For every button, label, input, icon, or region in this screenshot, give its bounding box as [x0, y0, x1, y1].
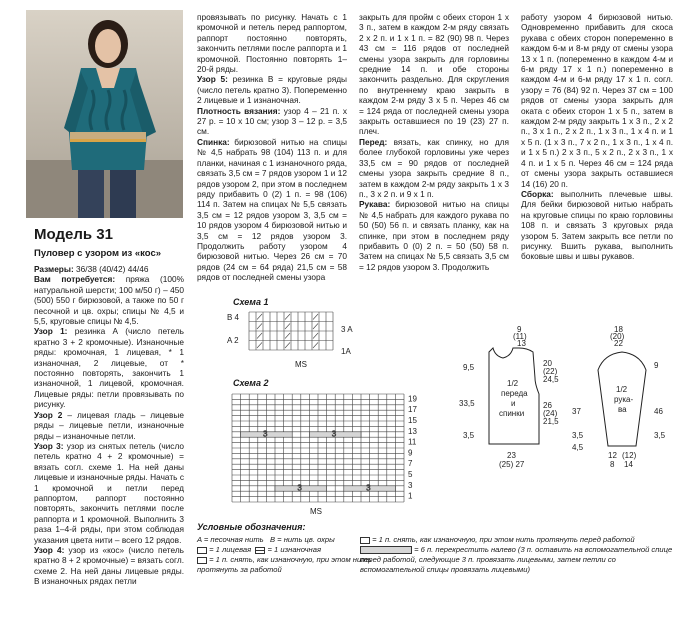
paragraph-text: закрыть для пройм с обеих сторон 1 х 3 п., затем в каждом 2-м ряду связать 2 х 2 п. и 1 х 1 п. = 82 (90) 98 п. Через 43 см = 116 рядов от последней смены узора закрыть для горловины средние 14 п. и обе стороны закончить раздельно. Для скругления по внутреннему краю закрыть в каждом 2-м ряду 3 х 5 п. Через 46 см = 124 ряда от последней смены узора закрыть оставшиеся по 19 (23) 27 п. плеч.	[359, 12, 509, 137]
body-label-3: и	[511, 399, 516, 408]
paragraph	[521, 12, 673, 189]
paragraph	[34, 441, 184, 545]
paragraph-text: выполнить плечевые швы. Для бейки бирюзовой нитью набрать на круговые спицы по краю горловины 108 п. и связать 3 круговых ряда узором 5. Затем закрыть все петли по рисунку. Вшить рукава, выполнить боковые швы и швы рукавов.	[521, 188, 673, 262]
instructions-column-3	[359, 12, 509, 294]
instructions-column-4	[521, 12, 673, 294]
paragraph-heading: Узор 4:	[34, 544, 65, 555]
body-armhole-3: 24,5	[543, 375, 559, 384]
body-top-2: (11)	[513, 332, 527, 341]
purl-symbol-icon	[255, 547, 265, 554]
body-label-1: 1/2	[507, 379, 519, 388]
paragraph	[359, 12, 509, 137]
sleeve-bottom-1: 12	[608, 451, 617, 460]
paragraph-text: резинка В = круговые ряды (число петель кратно 3). Попеременно 2 лицевые и 1 изнаночная.	[197, 74, 347, 106]
slip-stitch-mark	[285, 314, 290, 320]
paragraph-text: бирюзовой нитью на спицы № 4,5 набрать для каждого рукава по 50 (50) 56 п. и связать планку, как на спинке, при этом в последнем ряду прибавить 0 (0) 2 п. = 50 (50) 58 п. Затем на спицах № 5,5 связать 3,5 см = 12 рядов узором 3. Продолжить	[359, 199, 509, 272]
legend-left	[197, 535, 372, 575]
body-left-height: 33,5	[459, 399, 475, 408]
paragraph-heading: Спинка:	[197, 136, 230, 147]
schema-1-row-3a: 3 A	[341, 325, 353, 334]
paragraph-heading: Плотность вязания:	[197, 105, 281, 116]
paragraph-text: узор из «кос» (число петель кратно 8 + 2 кромочные) = вязать согл. схеме 2. На ней даны лицевые ряды. В изнаночных рядах петли	[34, 544, 184, 587]
schema-1-row-b4: B 4	[227, 313, 240, 322]
schema-1-row-a2: A 2	[227, 336, 239, 345]
slip-stitch-mark	[313, 333, 318, 339]
paragraph	[521, 189, 673, 262]
body-top-1: 9	[517, 326, 522, 334]
paragraph-heading: Узор 1:	[34, 326, 68, 337]
legend-color-b: B = нить цв. охры	[270, 535, 335, 544]
body-width-1: 23	[507, 451, 516, 460]
cable-cross-icon	[360, 546, 412, 554]
paragraph-text: 36/38 (40/42) 44/46	[73, 264, 149, 274]
body-armhole-1: 20	[543, 359, 552, 368]
schema-1-title: Схема 1	[233, 297, 269, 307]
body-label-4: спинки	[499, 409, 525, 418]
slip-stitch-mark	[257, 324, 262, 330]
schema-1-ms-label: MS	[295, 360, 307, 369]
sleeve-trim: 3,5	[572, 431, 584, 440]
body-neck: 9,5	[463, 363, 475, 372]
slip-stitch-mark	[313, 314, 318, 320]
paragraph-text: работу узором 4 бирюзовой нитью. Одновременно прибавить для скоса рукава с обеих сторон попеременно в каждом 6-м и 8-м ряду от смены узора 13 х 1 п. (попеременно в каждом 4-м и 6-м ряду 17 х 1 п.) попеременно в каждом 4-м и 6-м ряду 17 х 1 п. согл. узору = 76 (84) 92 п. Через 37 см = 100 рядов от смены узора закрыть для оката с обеих сторон 1 х 5 п., затем в каждом 2-м ряду закрыть 1 х 3 п., 2 х 2 п., 3 х 1 п., 2 х 2 п., 1 х 3 п., 1 х 4 п. и 1 х 5 п. (1 х 3 п., 7 х 2 п., 1 х 3 п., 1 х 4 п. и 1 х 5 п.) 2 х 3 п., 5 х 2 п., 2 х 3 п., 1 х 4 п. и 1 х 5 п. Через 46 см = 124 ряда от смены узора закрыть оставшиеся 14 (16) 20 п.	[521, 12, 673, 189]
sleeve-top-2: (20)	[610, 332, 625, 341]
paragraph-text: узор из снятых петель (число петель кратно 4 + 2 кромочные) = вязать согл. схеме 1. На ней даны лицевые и изнаночные ряды. Начать с 1 кромочной и петли перед раппортом, раппорт постоянно повторять, закончить петлями после раппорта и 1 кромочной. Выполнить 3 раза 1–4-й ряды, при этом соблюдая указания цвета нити – всего 12 рядов.	[34, 440, 184, 545]
schema-2-row-number: 3	[408, 480, 413, 490]
legend-purl: = 1 изнаночная	[267, 545, 321, 554]
schema-2-row-number: 7	[408, 459, 413, 469]
knit-symbol-icon	[197, 547, 207, 554]
legend-slip-back: = 1 п. снять, как изнаночную, при этом нить протянуть за работой	[197, 555, 372, 574]
sleeve-bottom-3: 8	[610, 460, 615, 469]
instructions-column-2	[197, 12, 347, 294]
paragraph-heading: Вам потребуется:	[34, 274, 116, 285]
slip-stitch-mark	[257, 333, 262, 339]
paragraph	[197, 106, 347, 137]
sleeve-cap: 9	[654, 361, 659, 370]
sleeve-top-3: 22	[614, 339, 623, 348]
paragraph	[34, 274, 184, 326]
paragraph	[34, 410, 184, 441]
body-side-3: 21,5	[543, 417, 559, 426]
sleeve-label-2: рука-	[614, 395, 634, 404]
paragraph	[197, 12, 347, 74]
paragraph-text: – лицевая гладь – лицевые ряды – лицевые петли, изнаночные ряды – изнаночные петли.	[34, 409, 184, 441]
paragraph-heading: Узор 3:	[34, 440, 64, 451]
slip-stitch-mark	[285, 343, 290, 349]
cable-cross-label: 3	[331, 429, 337, 439]
sleeve-total: 46	[654, 407, 663, 416]
slip-stitch-mark	[285, 324, 290, 330]
legend-cable: = 6 п. перекрестить налево (3 п. оставить на вспомогательной спице перед работой, следующие 3 п. провязать лицевыми, затем петли со вспомогательной спицы провязать лицевыми)	[360, 545, 673, 574]
model-title: Модель 31	[34, 226, 113, 243]
legend-title: Условные обозначения:	[197, 522, 306, 532]
slip-stitch-mark	[285, 333, 290, 339]
sleeve-label-1: 1/2	[616, 385, 628, 394]
model-photo	[26, 10, 183, 218]
slip-stitch-mark	[257, 343, 262, 349]
model-subtitle: Пуловер с узором из «кос»	[34, 248, 162, 259]
legend-slip-front: = 1 п. снять, как изнаночную, при этом нить протянуть перед работой	[372, 535, 635, 544]
body-side-1: 26	[543, 401, 552, 410]
legend-knit: = 1 лицевая	[209, 545, 252, 554]
slip-back-icon	[197, 557, 207, 564]
body-side-2: (24)	[543, 409, 558, 418]
paragraph	[359, 199, 509, 272]
sleeve-label-3: ва	[618, 405, 627, 414]
schema-2-row-number: 17	[408, 405, 417, 415]
schema-2-row-number: 5	[408, 470, 413, 479]
schema-2-row-number: 15	[408, 416, 417, 425]
paragraph	[34, 326, 184, 409]
cable-cross-label: 3	[262, 429, 268, 439]
body-pattern	[455, 326, 565, 476]
sleeve-small: 4,5	[572, 443, 584, 452]
paragraph-heading: Узор 5:	[197, 74, 228, 85]
sleeve-top-1: 18	[614, 326, 623, 334]
paragraph-text: резинка А (число петель кратно 3 + 2 кромочные). Изнаночные ряды: кромочная, 1 лицевая, * 1 изнаночная, 2 лицевые, от * постоянно повторять, закончить 1 изнаночной, 1 лицевой, кромочная. Лицевые ряды: петли провязывать по рисунку.	[34, 326, 184, 410]
paragraph	[34, 545, 184, 587]
body-top-3: 13	[517, 339, 526, 348]
cable-cross-label: 3	[366, 483, 371, 493]
paragraph	[197, 74, 347, 105]
paragraph-text: бирюзовой нитью на спицы № 4,5 набрать 98 (104) 113 п. и для планки, начиная с 1 изнаночного ряда, связать 3,5 см = 7 рядов узором 1 и 12 рядов узором 2, при этом в последнем ряду прибавить 0 (2) 1 п. = 98 (106) 114 п. Затем на спицах № 5,5 связать 3,5 см = 12 рядов узором 3, 3,5 см = 10 рядов узором 4 бирюзовой нитью и 3,5 см = 12 рядов узором 3. Продолжить работу узором 4 бирюзовой нитью. Через 26 см = 70 рядов (24 см = 64 ряда) 21,5 см = 58 рядов от последней смены узора	[197, 136, 347, 283]
schema-1-chart	[225, 308, 365, 370]
schema-2-row-number: 1	[408, 491, 413, 501]
slip-stitch-mark	[313, 343, 318, 349]
legend-color-a: A = песочная нить	[197, 535, 264, 544]
paragraph-text: провязывать по рисунку. Начать с 1 кромочной и петель перед раппортом, раппорт постоянно повторять, закончить петлями после раппорта и 1 кромочной. Постоянно повторять 1–20-й ряды.	[197, 12, 347, 75]
paragraph-text: узор 4 – 21 п. х 27 р. = 10 х 10 см; узор 3 – 12 р. = 3,5 см.	[197, 105, 347, 137]
paragraph	[34, 264, 184, 274]
paragraph-heading: Размеры:	[34, 264, 74, 274]
schema-2-title: Схема 2	[233, 378, 269, 388]
body-label-2: переда	[501, 389, 528, 398]
paragraph-text: вязать, как спинку, но для более глубокой горловины уже через 33,5 см = 90 рядов от последней смены узора закрыть средние 8 п., затем в каждом 2-м ряду закрыть 1 х 3 п., 3 х 2 п. и 9 х 1 п.	[359, 136, 509, 199]
schema-2-ms-label: MS	[310, 507, 322, 516]
instructions-column-1	[34, 264, 184, 616]
paragraph	[359, 137, 509, 199]
schema-1-row-1a: 1A	[341, 347, 351, 356]
paragraph-heading: Узор 2	[34, 409, 63, 420]
body-width-2: (25) 27	[499, 460, 525, 469]
schema-2-row-number: 9	[408, 448, 413, 458]
legend-right	[360, 535, 675, 575]
slip-front-icon	[360, 537, 370, 544]
schema-2-row-number: 13	[408, 426, 417, 436]
slip-stitch-mark	[313, 324, 318, 330]
body-armhole-2: (22)	[543, 367, 558, 376]
schema-2-chart	[228, 390, 428, 518]
sleeve-bottom-4: 14	[624, 460, 633, 469]
paragraph-heading: Перед:	[359, 136, 388, 147]
schema-2-row-number: 11	[408, 437, 417, 447]
paragraph-text: пряжа (100% натуральной шерсти; 100 м/50 г) – 450 (500) 550 г бирюзовой, а также по 50 г песочной и цв. охры; спицы № 4,5 и 5,5, круговые спицы № 4,5.	[34, 274, 184, 327]
cable-cross-label: 3	[297, 483, 302, 493]
sleeve-height: 37	[572, 407, 581, 416]
sleeve-bottom-2: (12)	[622, 451, 637, 460]
paragraph	[197, 137, 347, 283]
sleeve-trim-right: 3,5	[654, 431, 666, 440]
paragraph-heading: Сборка:	[521, 188, 554, 199]
slip-stitch-mark	[257, 314, 262, 320]
sleeve-pattern	[568, 326, 673, 476]
paragraph-heading: Рукава:	[359, 199, 391, 210]
body-trim-1: 3,5	[463, 431, 475, 440]
schema-2-row-number: 19	[408, 394, 417, 404]
